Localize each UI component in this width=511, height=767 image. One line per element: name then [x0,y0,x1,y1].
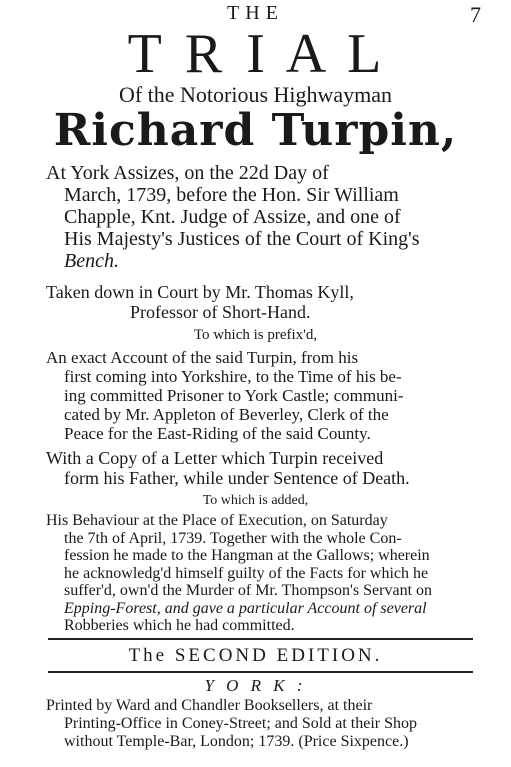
title-the: THE [227,2,284,24]
behaviour-line-4: he acknowledg'd himself guilty of the Facts for which he [64,564,429,582]
taken-block [46,282,471,322]
taken-line-2: Professor of Short-Hand. [130,302,311,322]
account-line-2: first coming into Yorkshire, to the Time of his be- [64,367,402,386]
title-of-line: Of the Notorious Highwayman [118,82,393,107]
added-note: To which is added, [202,493,309,508]
behaviour-line-1: His Behaviour at the Place of Execution, on Saturday [46,512,388,529]
behaviour-line-6: Epping-Forest, and gave a particular Account of several [64,599,427,617]
assizes-line-1: At York Assizes, on the 22d Day of [46,162,329,184]
account-line-5: Peace for the East-Riding of the said County. [64,424,371,443]
imprint-line-2: Printing-Office in Coney-Street; and Sold at their Shop [64,715,417,732]
imprint-city: Y O R K : [204,676,307,695]
corner-mark: 7 [470,2,481,27]
imprint-block [46,697,471,751]
behaviour-line-2: the 7th of April, 1739. Together with the whole Con- [64,529,402,547]
assizes-block [46,162,471,272]
prefix-note: To which is prefix'd, [193,327,318,343]
account-line-1: An exact Account of the said Turpin, from his [46,348,359,367]
divider-top [48,638,473,640]
assizes-line-5: Bench. [64,250,119,272]
divider-bottom [48,671,473,673]
account-line-3: ing committed Prisoner to York Castle; communi- [64,386,404,405]
behaviour-line-3: fession he made to the Hangman at the Gallows; wherein [64,547,430,564]
assizes-line-4: His Majesty's Justices of the Court of King's [64,228,420,250]
letter-block [46,448,471,488]
letter-line-1: With a Copy of a Letter which Turpin received [46,448,384,468]
imprint-line-1: Printed by Ward and Chandler Booksellers, at their [46,697,373,714]
imprint-line-3: without Temple-Bar, London; 1739. (Price Sixpence.) [64,733,409,750]
assizes-line-2: March, 1739, before the Hon. Sir William [64,184,399,206]
account-line-4: cated by Mr. Appleton of Beverley, Clerk of the [64,405,389,424]
behaviour-line-5: suffer'd, own'd the Murder of Mr. Thompson's Servant on [64,582,433,599]
assizes-line-3: Chapple, Knt. Judge of Assize, and one of [64,206,401,228]
edition-line: The SECOND EDITION. [128,645,383,666]
behaviour-line-7: Robberies which he had committed. [64,617,295,634]
letter-line-2: form his Father, while under Sentence of Death. [64,468,410,488]
title-trial: T R I A L [127,23,384,85]
behaviour-block [46,512,471,635]
title-name: Richard Turpin, [53,105,458,156]
account-block [46,348,471,443]
taken-line-1: Taken down in Court by Mr. Thomas Kyll, [46,282,354,302]
